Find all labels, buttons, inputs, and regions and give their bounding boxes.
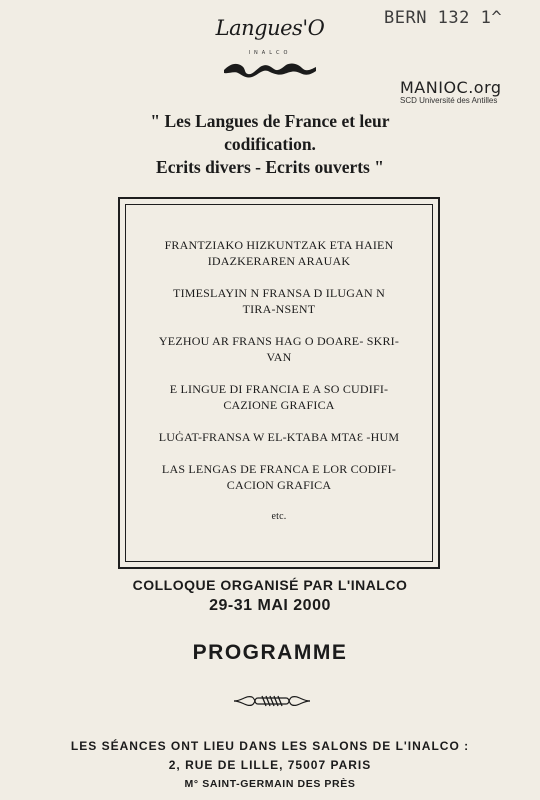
language-title-line: TIMESLAYIN N FRANSA D ILUGAN N bbox=[173, 286, 385, 300]
logo-wordmark: Langues'O bbox=[215, 16, 325, 40]
language-title-line: LUĠAT-FRANSA W EL-KTABA MTAƐ -HUM bbox=[158, 430, 400, 444]
language-titles-inner-frame bbox=[125, 204, 433, 562]
language-title-basque bbox=[148, 237, 410, 269]
title-line-1: " Les Langues de France et leur bbox=[150, 111, 390, 131]
manioc-stamp bbox=[400, 78, 502, 105]
manioc-stamp-subtitle: SCD Université des Antilles bbox=[400, 96, 498, 105]
title-line-3: Ecrits divers - Ecrits ouverts " bbox=[156, 157, 384, 177]
language-title-line: YEZHOU AR FRANS HAG O DOARE- SKRI- bbox=[158, 334, 400, 348]
manioc-stamp-name: MANIOC.org bbox=[400, 78, 502, 97]
langues-o-logo bbox=[200, 6, 340, 101]
decorative-ornament-icon bbox=[232, 690, 312, 712]
language-title-occitan bbox=[148, 461, 410, 493]
language-title-line: CAZIONE GRAFICA bbox=[223, 398, 335, 412]
language-title-corsican bbox=[148, 381, 410, 413]
language-title-line: TIRA-NSENT bbox=[242, 302, 316, 316]
language-title-line: LAS LENGAS DE FRANCA E LOR CODIFI- bbox=[161, 462, 397, 476]
venue-metro: M° SAINT-GERMAIN DES PRÈS bbox=[184, 778, 356, 790]
event-dates: 29-31 MAI 2000 bbox=[209, 597, 331, 614]
programme-heading: PROGRAMME bbox=[192, 641, 348, 664]
venue-address: 2, RUE DE LILLE, 75007 PARIS bbox=[168, 758, 372, 772]
language-title-line: FRANTZIAKO HIZKUNTZAK ETA HAIEN bbox=[164, 238, 394, 252]
document-title bbox=[60, 110, 480, 179]
venue-information bbox=[40, 737, 500, 793]
etc-note: etc. bbox=[271, 511, 287, 522]
language-title-line: CACION GRAFICA bbox=[226, 478, 332, 492]
language-title-berber bbox=[148, 285, 410, 317]
language-titles-frame bbox=[118, 197, 440, 569]
language-titles-list bbox=[148, 237, 410, 525]
handwritten-archive-reference: BERN 132 1^ bbox=[384, 8, 503, 28]
world-map-icon bbox=[222, 58, 318, 80]
colloque-line: COLLOQUE ORGANISÉ PAR L'INALCO bbox=[132, 577, 408, 593]
title-line-2: codification. bbox=[224, 134, 316, 154]
language-title-line: VAN bbox=[266, 350, 292, 364]
venue-line-1: LES SÉANCES ONT LIEU DANS LES SALONS DE L'INALCO : bbox=[70, 739, 470, 753]
language-title-breton bbox=[148, 333, 410, 365]
language-title-line: IDAZKERAREN ARAUAK bbox=[207, 254, 351, 268]
language-title-arabic bbox=[148, 429, 410, 445]
logo-subtext: INALCO bbox=[248, 50, 292, 56]
language-title-line: E LINGUE DI FRANCIA E A SO CUDIFI- bbox=[169, 382, 389, 396]
